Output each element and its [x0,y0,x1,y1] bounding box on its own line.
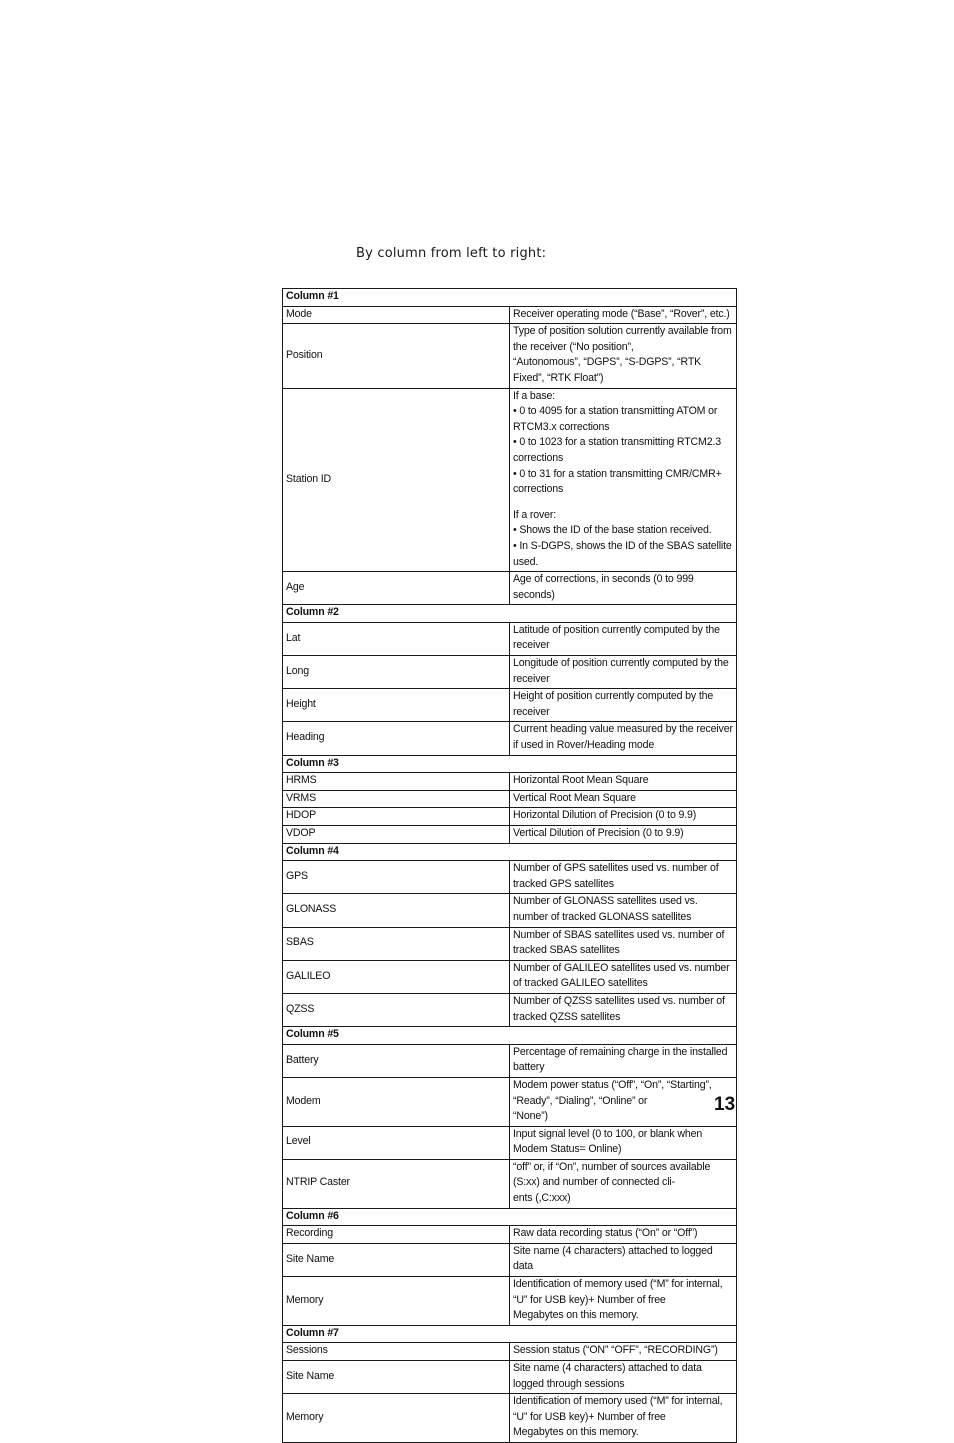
description-line: Site name (4 characters) attached to logged data [513,1244,713,1273]
description-line: “off” or, if “On”, number of sources available (S:xx) and number of connected cli- [513,1160,711,1189]
table-row [283,622,737,655]
description-line: Current heading value measured by the receiver if used in Rover/Heading mode [513,723,733,752]
row-label: GPS [283,861,510,894]
row-description [510,1277,737,1326]
row-label: Site Name [283,1361,510,1394]
section-title: Column #1 [283,289,737,307]
row-label: Mode [283,306,510,324]
row-description [510,808,737,826]
table-body [283,289,737,1443]
description-line: Horizontal Root Mean Square [513,774,649,787]
row-label: Heading [283,722,510,755]
description-line: • In S-DGPS, shows the ID of the SBAS satellite used. [513,539,732,568]
description-line: Type of position solution currently available from the receiver (“No position”, [513,325,732,353]
intro-text: By column from left to right: [356,246,547,261]
row-label: Station ID [283,388,510,572]
description-line: • 0 to 1023 for a station transmitting RTCM2.3 corrections [513,436,722,464]
row-label: Memory [283,1277,510,1326]
table-row [283,790,737,808]
description-line: Megabytes on this memory. [513,1309,639,1322]
section-title: Column #3 [283,755,737,773]
row-label: GALILEO [283,960,510,993]
section-header-row [283,1027,737,1045]
section-header-row [283,843,737,861]
row-label: VDOP [283,826,510,844]
row-description [510,960,737,993]
table-row [283,722,737,755]
description-line: Vertical Root Mean Square [513,791,636,804]
row-description [510,324,737,388]
table-row [283,1126,737,1159]
description-line: Identification of memory used (“M” for internal, “U” for USB key)+ Number of free [513,1278,723,1306]
table-row [283,1361,737,1394]
table-row [283,826,737,844]
description-line: Session status (“ON” “OFF”, “RECORDING”) [513,1344,718,1357]
row-label: QZSS [283,993,510,1026]
row-label: NTRIP Caster [283,1159,510,1208]
row-label: HDOP [283,808,510,826]
row-description [510,306,737,324]
description-line: Number of QZSS satellites used vs. number of tracked QZSS satellites [513,994,725,1023]
row-label: Memory [283,1394,510,1443]
row-label: Sessions [283,1343,510,1361]
section-title: Column #6 [283,1208,737,1226]
description-line: Megabytes on this memory. [513,1426,639,1439]
description-line: Number of SBAS satellites used vs. number of tracked SBAS satellites [513,928,725,957]
row-label: SBAS [283,927,510,960]
row-label: Height [283,689,510,722]
row-label: Level [283,1126,510,1159]
section-title: Column #4 [283,843,737,861]
status-columns-table [282,288,737,1443]
description-line: Height of position currently computed by the receiver [513,690,714,718]
description-line: Latitude of position currently computed by the receiver [513,623,720,652]
page-number: 13 [714,1094,736,1115]
description-line: Vertical Dilution of Precision (0 to 9.9) [513,827,684,839]
row-description [510,1044,737,1077]
row-description [510,1361,737,1394]
row-label: GLONASS [283,894,510,927]
description-line: Raw data recording status (“On” or “Off”) [513,1227,698,1240]
table-row [283,1243,737,1276]
table-row [283,572,737,605]
row-description [510,790,737,808]
row-label: Modem [283,1077,510,1126]
row-description [510,773,737,791]
description-line: • 0 to 31 for a station transmitting CMR/CMR+ corrections [513,467,722,496]
row-description [510,894,737,927]
description-line: • Shows the ID of the base station received. [513,524,712,537]
table-row [283,656,737,689]
row-label: Long [283,656,510,689]
row-description [510,1394,737,1443]
row-label: Position [283,324,510,388]
section-header-row [283,605,737,623]
table-row [283,388,737,572]
row-description [510,927,737,960]
row-description [510,1343,737,1361]
section-title: Column #7 [283,1325,737,1343]
row-description [510,993,737,1026]
row-description [510,1226,737,1244]
table-row [283,927,737,960]
description-line: Receiver operating mode (“Base”, “Rover”, etc.) [513,307,730,320]
row-label: Recording [283,1226,510,1244]
table-row [283,1044,737,1077]
row-label: HRMS [283,773,510,791]
description-line: Percentage of remaining charge in the installed battery [513,1045,728,1074]
description-line: “Autonomous”, “DGPS”, “S-DGPS”, “RTK Fixed”, “RTK Float”) [513,356,702,384]
description-line: Number of GALILEO satellites used vs. number of tracked GALILEO satellites [513,961,730,990]
table-row [283,324,737,388]
table-row [283,808,737,826]
description-line: Input signal level (0 to 100, or blank when Modem Status= Online) [513,1127,703,1156]
row-description [510,1126,737,1159]
section-header-row [283,1325,737,1343]
row-description [510,861,737,894]
row-description [510,572,737,605]
table-row [283,306,737,324]
description-line: Longitude of position currently computed by the receiver [513,657,729,685]
description-line: Horizontal Dilution of Precision (0 to 9.9) [513,809,697,822]
section-header-row [283,755,737,773]
table-row [283,1226,737,1244]
section-title: Column #2 [283,605,737,623]
table-row [283,1343,737,1361]
row-description [510,622,737,655]
table-row [283,1394,737,1443]
description-line: ents (,C:xxx) [513,1192,571,1205]
section-header-row [283,1208,737,1226]
description-line: Number of GPS satellites used vs. number of tracked GPS satellites [513,862,719,890]
table-row [283,1277,737,1326]
table-row [283,689,737,722]
row-description [510,722,737,755]
row-description [510,826,737,844]
description-line: If a base: [513,389,556,402]
description-line: Modem power status (“Off”, “On”, “Starting”, “Ready”, “Dialing”, “Online” or [513,1078,712,1107]
description-line: If a rover: [513,508,557,521]
row-description [510,388,737,572]
row-description [510,1077,737,1126]
description-line: Identification of memory used (“M” for internal, “U” for USB key)+ Number of free [513,1395,723,1423]
row-label: VRMS [283,790,510,808]
table-row [283,1077,737,1126]
table-row [283,960,737,993]
paragraph-gap [513,498,734,508]
row-description [510,1159,737,1208]
row-label: Lat [283,622,510,655]
table-row [283,1159,737,1208]
description-line: Number of GLONASS satellites used vs. number of tracked GLONASS satellites [513,895,698,923]
description-line: Site name (4 characters) attached to data logged through sessions [513,1362,702,1390]
description-line: “None”) [513,1110,548,1123]
table-row [283,773,737,791]
row-description [510,1243,737,1276]
section-header-row [283,289,737,307]
section-title: Column #5 [283,1027,737,1045]
description-line: Age of corrections, in seconds (0 to 999 seconds) [513,573,694,601]
row-description [510,689,737,722]
row-label: Battery [283,1044,510,1077]
description-line: • 0 to 4095 for a station transmitting ATOM or RTCM3.x corrections [513,405,718,433]
row-description [510,656,737,689]
table-row [283,894,737,927]
row-label: Site Name [283,1243,510,1276]
row-label: Age [283,572,510,605]
table-row [283,993,737,1026]
table-row [283,861,737,894]
